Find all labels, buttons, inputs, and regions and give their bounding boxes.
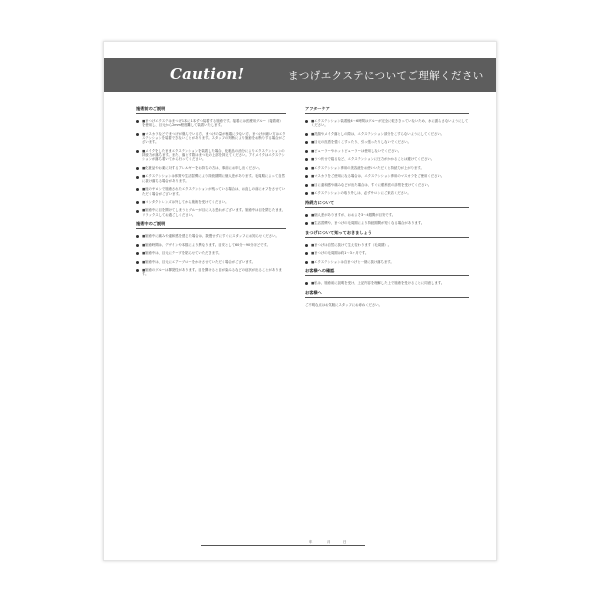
section-divider: [136, 228, 286, 229]
caution-item-text: ■目元の皮膚を強くこすったり、引っ張ったりしないでください。: [311, 140, 411, 145]
left-column: [136, 106, 286, 281]
caution-item: [305, 251, 469, 255]
bullet-icon: [305, 261, 308, 264]
caution-item-text: ■化粧品やお薬に対するアレルギーをお持ちの方は、事前にお申し出ください。: [142, 165, 262, 170]
bullet-icon: [305, 184, 308, 187]
bullet-icon: [136, 235, 139, 238]
bullet-icon: [136, 201, 139, 204]
caution-item-text: ■マスカラをご使用になる場合は、エクステンション専用のマスカラをご使用ください。: [311, 174, 445, 179]
bullet-icon: [305, 133, 308, 136]
caution-item: [136, 243, 286, 247]
signature-year: 年: [309, 540, 313, 544]
bullet-icon: [136, 269, 139, 272]
bullet-icon: [305, 167, 308, 170]
caution-item: [305, 166, 469, 170]
section-divider: [305, 237, 469, 238]
caution-item: [136, 260, 286, 264]
caution-item: [136, 208, 286, 217]
caution-item-text: ■まつげの毛周期は約1〜3ヶ月です。: [311, 251, 369, 256]
caution-item-text: ■洗顔やメイク落としの際は、エクステンション部分をこすらないようにしてください。: [311, 131, 445, 136]
caution-item: [136, 149, 286, 162]
caution-item-text: ■メイクをしたままエクステンションを装着した場合、化粧品の油分によりエクステンションの持続力が落ちます。また、落とす際はまつ毛の上部を抑えてください。アイメイクはエクステンションが落ち着いてから行ってください。: [142, 148, 285, 162]
caution-sheet: [103, 41, 497, 561]
signature-date-line: [201, 539, 365, 546]
caution-logo: Caution!: [170, 65, 245, 83]
signature-day: 日: [343, 540, 347, 544]
caution-item: [305, 149, 469, 153]
caution-item-text: ■エクステンション装着後4〜6時間はグルーが完全に乾ききっていないため、水に濡らさないようにしてください。: [311, 119, 469, 128]
bullet-icon: [305, 192, 308, 195]
caution-banner: [104, 58, 496, 92]
caution-item: [136, 119, 286, 128]
caution-item: [136, 251, 286, 255]
caution-item: [305, 260, 469, 264]
caution-item: [305, 243, 469, 247]
banner-headline: まつげエクステについてご理解ください: [288, 70, 484, 82]
bullet-icon: [136, 133, 139, 136]
caution-item-text: ■施術のグルーは揮発性があります。目を開けると目が染みるなどの症状が出ることがあります。: [142, 268, 282, 277]
section-title: お客様へ: [305, 289, 322, 295]
caution-item: [136, 234, 286, 238]
caution-item: [136, 166, 286, 170]
caution-item-text: ■施術中は、目元にエアーブローをかけさせていただく場合がございます。: [142, 259, 255, 264]
bullet-icon: [305, 282, 308, 285]
section-divider: [305, 275, 469, 276]
caution-item: [136, 200, 286, 204]
caution-item-text: ■エクステンションの取り外しは、必ずサロンにご来店ください。: [311, 191, 411, 196]
caution-item: [136, 132, 286, 145]
caution-item-text: ■目に違和感や痛みなどが出た場合は、すぐに眼科医の診察を受けてください。: [311, 182, 432, 187]
section-divider: [305, 113, 469, 114]
section-divider: [305, 207, 469, 208]
bullet-icon: [305, 150, 308, 153]
caution-item-text: ■ビューラーやホットビューラーは使用しないでください。: [311, 148, 402, 153]
caution-item: [305, 132, 469, 136]
bullet-icon: [136, 167, 139, 170]
caution-item: [305, 281, 469, 285]
caution-item-text: ■施術中は、目元にテープを貼らせていただきます。: [142, 251, 222, 256]
caution-item: [305, 119, 469, 128]
section-title: 施術前のご説明: [136, 106, 166, 111]
caution-item: [136, 174, 286, 183]
caution-item: [136, 268, 286, 277]
bullet-icon: [136, 252, 139, 255]
section-title: まつげについて知っておきましょう: [305, 229, 372, 235]
section-title: 持続力について: [305, 199, 335, 205]
bullet-icon: [305, 175, 308, 178]
signature-month: 月: [327, 540, 331, 544]
bullet-icon: [136, 176, 139, 179]
caution-item: [305, 213, 469, 217]
caution-item-text: ■施術中に目を開けてしまうとグルーが目に入る恐れがございます。施術中は目を閉じたまま、リラックスしてお過ごしください。: [142, 208, 286, 217]
section-title: お客様への確認: [305, 268, 335, 274]
section-note: ご不明な点はお気軽にスタッフにお尋ねください。: [305, 302, 382, 307]
caution-item: [305, 221, 469, 225]
caution-item: [305, 140, 469, 144]
caution-item-text: ■エクステンションは体質や生活習慣により持続期間に個人差があります。毛周期によって自然に抜け落ちる場合があります。: [142, 174, 285, 183]
caution-item: [305, 174, 469, 178]
bullet-icon: [305, 214, 308, 217]
bullet-icon: [305, 158, 308, 161]
bullet-icon: [136, 150, 139, 153]
caution-item-text: ■まつげエクステはまつげ1本に1本ずつ装着する施術です。接着には医療用グルー（接着剤）を使用し、目元から2mm程度離して装着いたします。: [142, 119, 283, 128]
caution-item: [305, 191, 469, 195]
bullet-icon: [136, 244, 139, 247]
caution-item-text: ■うつ伏せで寝るなど、エクステンションに圧力がかかることは避けてください。: [311, 157, 435, 162]
bullet-icon: [305, 141, 308, 144]
caution-item-text: ■マスカラなどでまつげが傷んでいる方、まつげの量が極端に少ない方、まつげが細い方はエクステンションを装着できないことがあります。スタッフの判断により施術をお断りする場合がございます。: [142, 131, 286, 145]
caution-item: [305, 183, 469, 187]
bullet-icon: [136, 261, 139, 264]
caution-item-text: ■まつげは自然に抜けて生え変わります（毛周期）。: [311, 242, 392, 247]
caution-item: [305, 157, 469, 161]
caution-item-text: ■私は、施術前に説明を受け、上記内容を理解した上で施術を受けることに同意します。: [311, 281, 445, 286]
caution-item-text: ■施術中に痛みや違和感を感じた場合は、我慢せずにすぐにスタッフにお知らせください。: [142, 234, 279, 239]
section-title: 施術中のご説明: [136, 221, 166, 227]
bullet-icon: [305, 252, 308, 255]
caution-item-text: ■施術時間は、デザインや本数により異なります。目安として60分〜90分ほどです。: [142, 242, 270, 247]
caution-item-text: ■個人差がありますが、おおよそ3〜4週間が目安です。: [311, 212, 396, 217]
bullet-icon: [136, 210, 139, 213]
bullet-icon: [136, 188, 139, 191]
right-column: [305, 106, 469, 312]
caution-item: [136, 187, 286, 196]
bullet-icon: [305, 244, 308, 247]
caution-item-text: ■他のサロンで施術されたエクステンションが残っている場合は、お直しの前にオフをさせていただく場合がございます。: [142, 187, 286, 196]
caution-item-text: ■生活習慣や、まつげの毛周期により持続期間が短くなる場合があります。: [311, 221, 425, 226]
bullet-icon: [305, 222, 308, 225]
section-divider: [136, 113, 286, 114]
bullet-icon: [305, 120, 308, 123]
section-title: アフターケア: [305, 106, 330, 111]
caution-item-text: ■コンタクトレンズは外してから施術を受けてください。: [142, 199, 229, 204]
section-divider: [305, 297, 469, 298]
bullet-icon: [136, 120, 139, 123]
caution-item-text: ■エクステンションは自まつげと一緒に抜け落ちます。: [311, 259, 394, 264]
caution-item-text: ■エクステンション専用の美容液をお使いいただくと持続力が上がります。: [311, 165, 424, 170]
